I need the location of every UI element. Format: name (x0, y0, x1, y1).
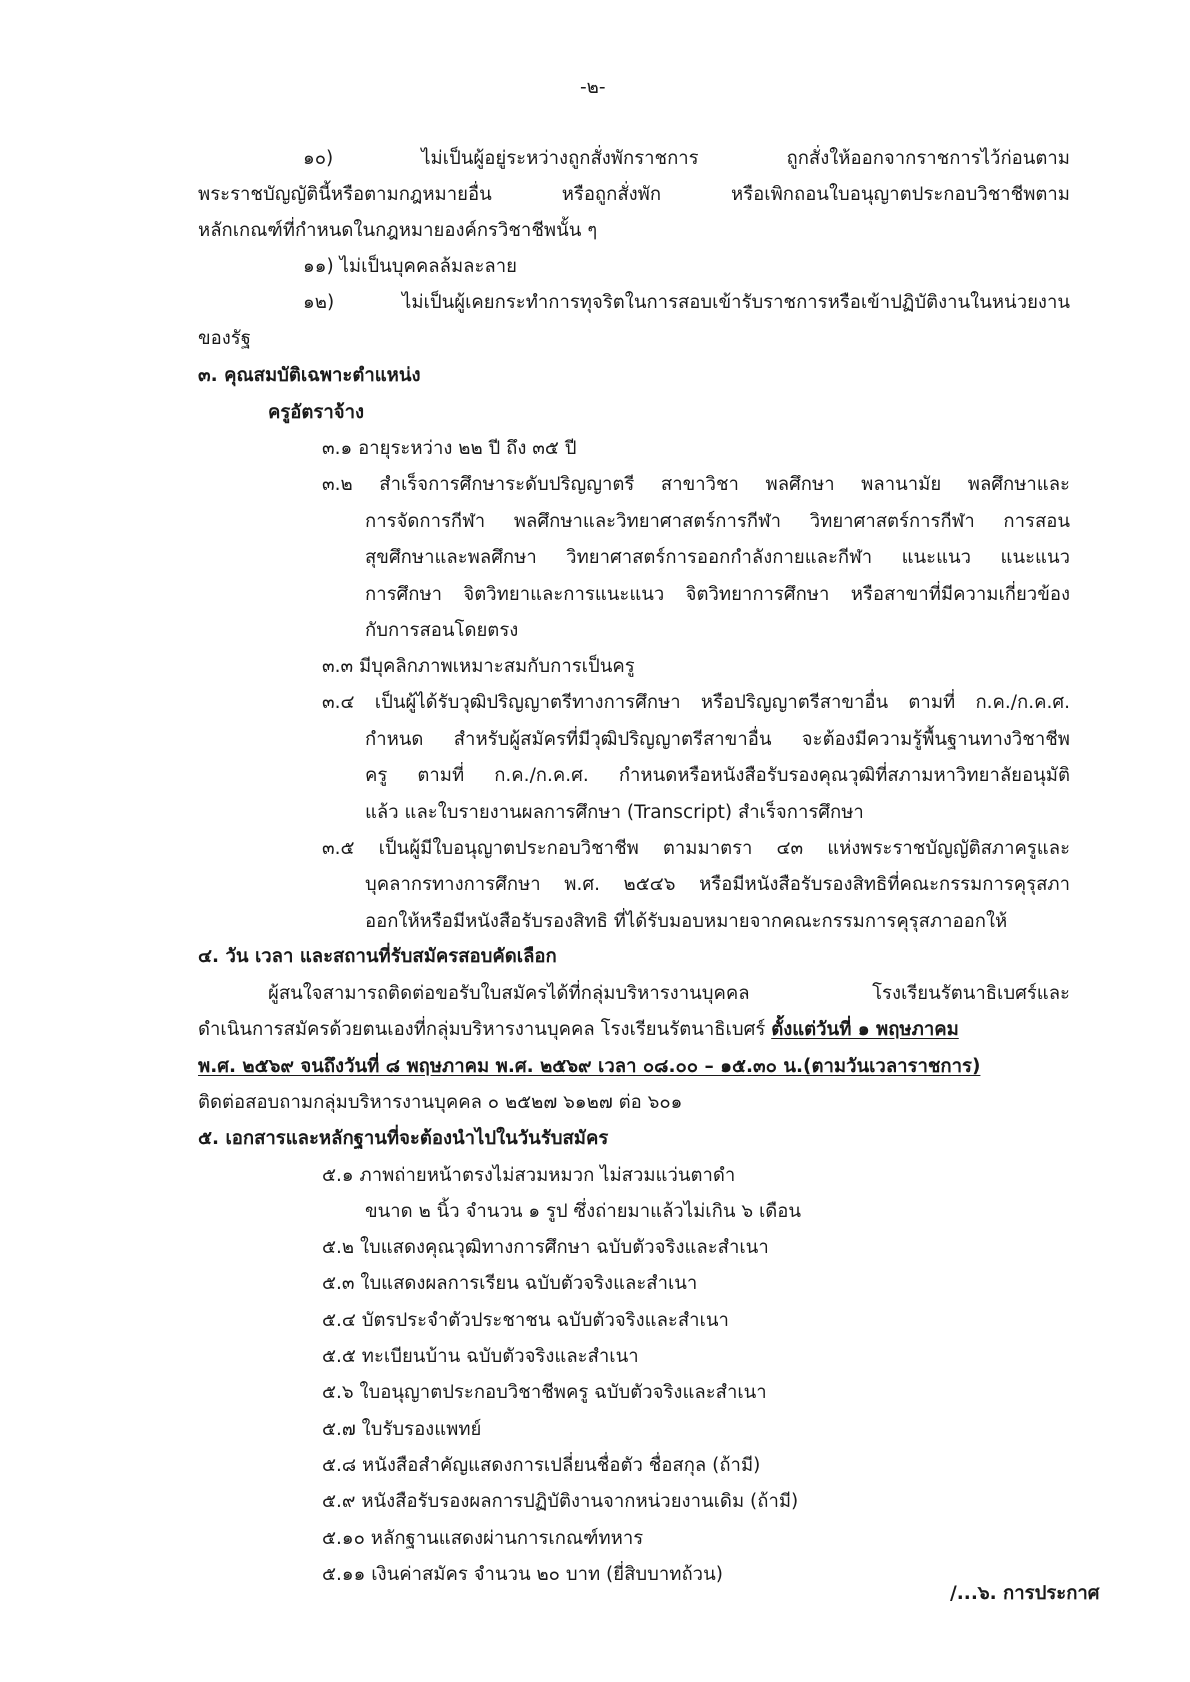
qualification-item-10-line-2: พระราชบัญญัตินี้หรือตามกฎหมายอื่น หรือถูกสั่งพัก หรือเพิกถอนใบอนุญาตประกอบวิชาชีพตาม (198, 184, 1070, 205)
section-3-item-2-line-1: ๓.๒ สำเร็จการศึกษาระดับปริญญาตรี สาขาวิชา พลศึกษา พลานามัย พลศึกษาและ (322, 474, 1070, 495)
page-number: -๒- (580, 77, 606, 98)
section-4-paragraph-line-2 (198, 1021, 959, 1040)
section-3-item-3: ๓.๓ มีบุคลิกภาพเหมาะสมกับการเป็นครู (322, 656, 635, 677)
section-3-item-4-line-2: กำหนด สำหรับผู้สมัครที่มีวุฒิปริญญาตรีสาขาอื่น จะต้องมีความรู้พื้นฐานทางวิชาชีพ (365, 729, 1070, 750)
qualification-item-12-line-2: ของรัฐ (198, 328, 251, 349)
section-5-item-4: ๕.๔ บัตรประจำตัวประชาชน ฉบับตัวจริงและสำเนา (322, 1310, 729, 1331)
section-3-item-5-line-1: ๓.๕ เป็นผู้มีใบอนุญาตประกอบวิชาชีพ ตามมาตรา ๔๓ แห่งพระราชบัญญัติสภาครูและ (322, 838, 1070, 859)
qualification-item-11: ๑๑) ไม่เป็นบุคคลล้มละลาย (303, 256, 517, 277)
section-3-item-4-line-1: ๓.๔ เป็นผู้ได้รับวุฒิปริญญาตรีทางการศึกษา หรือปริญญาตรีสาขาอื่น ตามที่ ก.ค./ก.ค.ศ. (322, 692, 1070, 713)
section-5-item-3: ๕.๓ ใบแสดงผลการเรียน ฉบับตัวจริงและสำเนา (322, 1273, 698, 1294)
section-4-contact: ติดต่อสอบถามกลุ่มบริหารงานบุคคล ๐ ๒๕๒๗ ๖๑๒๗ ต่อ ๖๐๑ (198, 1092, 683, 1113)
section-3-item-2-line-3: สุขศึกษาและพลศึกษา วิทยาศาสตร์การออกกำลังกายและกีฬา แนะแนว แนะแนว (365, 547, 1070, 568)
section-3-item-2-line-5: กับการสอนโดยตรง (365, 620, 519, 641)
section-5-item-1-line-2: ขนาด ๒ นิ้ว จำนวน ๑ รูป ซึ่งถ่ายมาแล้วไม่เกิน ๖ เดือน (365, 1201, 802, 1222)
qualification-item-10-line-3: หลักเกณฑ์ที่กำหนดในกฎหมายองค์กรวิชาชีพนั้น ๆ (198, 220, 598, 241)
section-5-item-11: ๕.๑๑ เงินค่าสมัคร จำนวน ๒๐ บาท (ยี่สิบบาทถ้วน) (322, 1564, 723, 1585)
section-4-location-text: ดำเนินการสมัครด้วยตนเองที่กลุ่มบริหารงานบุคคล โรงเรียนรัตนาธิเบศร์ (198, 1019, 772, 1040)
section-5-item-10: ๕.๑๐ หลักฐานแสดงผ่านการเกณฑ์ทหาร (322, 1528, 644, 1549)
section-4-heading: ๔. วัน เวลา และสถานที่รับสมัครสอบคัดเลือก (198, 946, 557, 967)
section-5-item-7: ๕.๗ ใบรับรองแพทย์ (322, 1419, 482, 1440)
section-3-item-4-line-4: แล้ว และใบรายงานผลการศึกษา (Transcript) สำเร็จการศึกษา (365, 802, 864, 823)
section-4-paragraph-line-1: ผู้สนใจสามารถติดต่อขอรับใบสมัครได้ที่กลุ่มบริหารงานบุคคล โรงเรียนรัตนาธิเบศร์และ (268, 983, 1070, 1004)
section-5-item-5: ๕.๕ ทะเบียนบ้าน ฉบับตัวจริงและสำเนา (322, 1346, 639, 1367)
section-3-item-1: ๓.๑ อายุระหว่าง ๒๒ ปี ถึง ๓๕ ปี (322, 438, 577, 459)
section-5-item-8: ๕.๘ หนังสือสำคัญแสดงการเปลี่ยนชื่อตัว ชื่อสกุล (ถ้ามี) (322, 1455, 761, 1476)
qualification-item-12-line-1: ๑๒) ไม่เป็นผู้เคยกระทำการทุจริตในการสอบเข้ารับราชการหรือเข้าปฏิบัติงานในหน่วยงาน (303, 292, 1070, 313)
section-3-item-2-line-2: การจัดการกีฬา พลศึกษาและวิทยาศาสตร์การกีฬา วิทยาศาสตร์การกีฬา การสอน (365, 511, 1070, 532)
section-3-item-5-line-3: ออกให้หรือมีหนังสือรับรองสิทธิ ที่ได้รับมอบหมายจากคณะกรรมการคุรุสภาออกให้ (365, 911, 1008, 932)
section-3-heading: ๓. คุณสมบัติเฉพาะตำแหน่ง (198, 365, 421, 386)
continuation-note: /...๖. การประกาศ (950, 1583, 1100, 1604)
section-5-item-9: ๕.๙ หนังสือรับรองผลการปฏิบัติงานจากหน่วยงานเดิม (ถ้ามี) (322, 1491, 799, 1512)
section-4-date-range: พ.ศ. ๒๕๖๙ จนถึงวันที่ ๘ พฤษภาคม พ.ศ. ๒๕๖๙ เวลา ๐๘.๐๐ – ๑๕.๓๐ น.(ตามวันเวลาราชการ) (198, 1056, 981, 1077)
section-4-start-date: ตั้งแต่วันที่ ๑ พฤษภาคม (771, 1019, 959, 1040)
section-3-item-2-line-4: การศึกษา จิตวิทยาและการแนะแนว จิตวิทยาการศึกษา หรือสาขาที่มีความเกี่ยวข้อง (365, 584, 1070, 605)
section-5-heading: ๕. เอกสารและหลักฐานที่จะต้องนำไปในวันรับสมัคร (198, 1128, 609, 1149)
section-5-item-6: ๕.๖ ใบอนุญาตประกอบวิชาชีพครู ฉบับตัวจริงและสำเนา (322, 1382, 767, 1403)
section-5-item-1-line-1: ๕.๑ ภาพถ่ายหน้าตรงไม่สวมหมวก ไม่สวมแว่นตาดำ (322, 1165, 736, 1186)
qualification-item-10-line-1: ๑๐) ไม่เป็นผู้อยู่ระหว่างถูกสั่งพักราชการ ถูกสั่งให้ออกจากราชการไว้ก่อนตาม (303, 148, 1070, 169)
section-3-item-5-line-2: บุคลากรทางการศึกษา พ.ศ. ๒๕๔๖ หรือมีหนังสือรับรองสิทธิที่คณะกรรมการคุรุสภา (365, 874, 1070, 895)
section-5-item-2: ๕.๒ ใบแสดงคุณวุฒิทางการศึกษา ฉบับตัวจริงและสำเนา (322, 1237, 769, 1258)
section-3-item-4-line-3: ครู ตามที่ ก.ค./ก.ค.ศ. กำหนดหรือหนังสือรับรองคุณวุฒิที่สภามหาวิทยาลัยอนุมัติ (365, 765, 1070, 786)
section-3-position: ครูอัตราจ้าง (268, 402, 365, 423)
